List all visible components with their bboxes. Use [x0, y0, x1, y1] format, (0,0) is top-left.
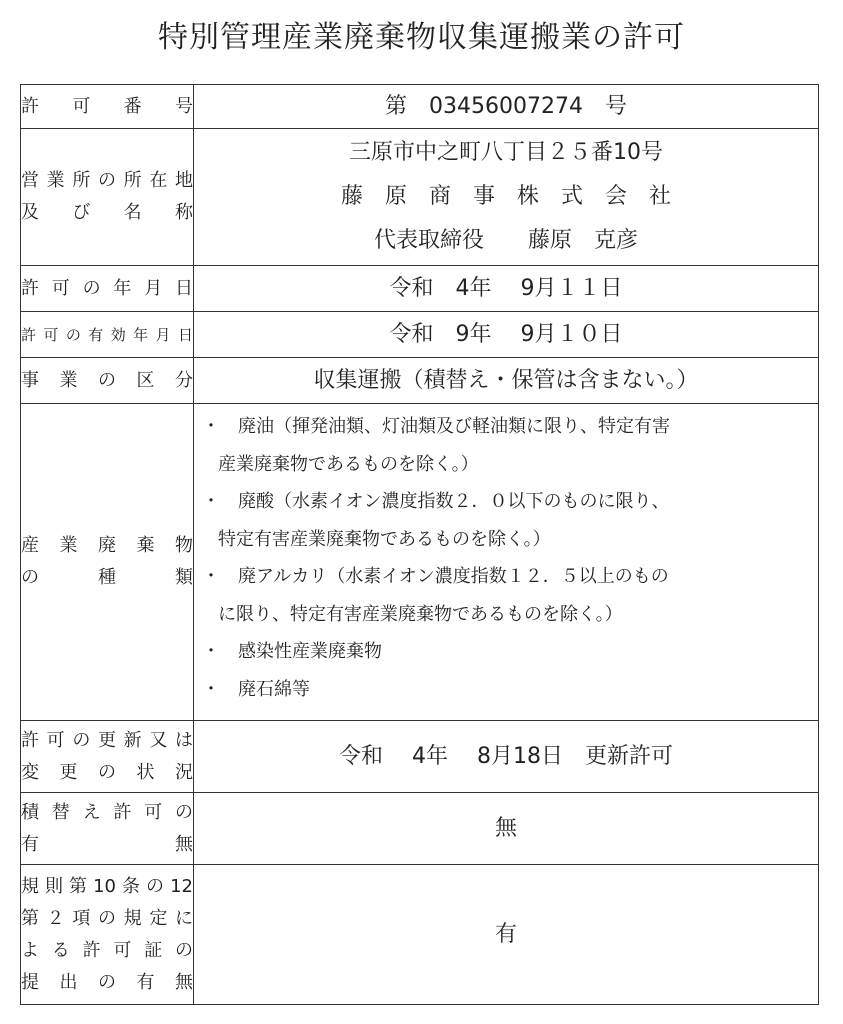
- value-permit-number: 第 03456007274 号: [194, 85, 819, 129]
- list-item: ・ 感染性産業廃棄物: [202, 633, 794, 671]
- row-office: [21, 129, 819, 266]
- page-title: 特別管理産業廃棄物収集運搬業の許可: [158, 20, 685, 55]
- label-permit-date: 許可の年月日: [21, 266, 194, 312]
- row-valid-date: [21, 312, 819, 358]
- bullet-icon: ・: [202, 678, 220, 700]
- bullet-icon: ・: [202, 566, 220, 587]
- label-renewal: 許可の更新又は 変 更 の 状 況: [21, 721, 194, 793]
- label-valid-date: 許可の有効年月日: [21, 312, 194, 358]
- waste-type-list: [194, 404, 818, 712]
- representative-name: 代表取締役 藤原 克彦: [373, 228, 638, 253]
- row-permit-date: [21, 266, 819, 312]
- label-business-type: 事 業 の 区 分: [21, 358, 194, 404]
- office-address: 三原市中之町八丁目２５番10号: [349, 140, 663, 165]
- row-submission: [21, 865, 819, 1005]
- bullet-icon: ・: [202, 416, 220, 437]
- bullet-icon: ・: [202, 641, 220, 662]
- permit-table: [20, 84, 819, 1005]
- value-submission: 有: [194, 865, 819, 1005]
- label-office: 営業所の所在地 及 び 名 称: [21, 129, 194, 266]
- value-valid-date: 令和 9年 9月１０日: [194, 312, 819, 358]
- list-item: ・ 廃酸（水素イオン濃度指数２．０以下のものに限り、 特定有害産業廃棄物であるものを除く。）: [202, 483, 794, 558]
- list-item: ・ 廃油（揮発油類、灯油類及び軽油類に限り、特定有害 産業廃棄物であるものを除く。）: [202, 408, 794, 483]
- value-transshipment: 無: [194, 793, 819, 865]
- bullet-icon: ・: [202, 491, 220, 512]
- label-waste-types: 産業廃棄物 の 種 類: [21, 404, 194, 721]
- row-business-type: [21, 358, 819, 404]
- list-item: ・ 廃石綿等: [202, 671, 794, 709]
- row-waste-types: [21, 404, 819, 721]
- value-renewal: 令和 4年 8月18日 更新許可: [194, 721, 819, 793]
- row-transshipment: [21, 793, 819, 865]
- label-transshipment: 積替え許可の 有 無: [21, 793, 194, 865]
- value-permit-date: 令和 4年 9月１１日: [194, 266, 819, 312]
- company-name: 藤 原 商 事 株 式 会 社: [340, 184, 671, 209]
- row-renewal: [21, 721, 819, 793]
- value-waste-types: [194, 404, 819, 721]
- list-item: ・ 廃アルカリ（水素イオン濃度指数１２．５以上のもの に限り、特定有害産業廃棄物であるものを除く。）: [202, 558, 794, 633]
- label-permit-number: 許 可 番 号: [21, 85, 194, 129]
- label-submission: 規則第10条の12 第２項の規定に よる許可証の 提 出 の 有 無: [21, 865, 194, 1005]
- value-office: [194, 129, 819, 266]
- value-business-type: 収集運搬（積替え・保管は含まない。）: [194, 358, 819, 404]
- row-permit-number: [21, 85, 819, 129]
